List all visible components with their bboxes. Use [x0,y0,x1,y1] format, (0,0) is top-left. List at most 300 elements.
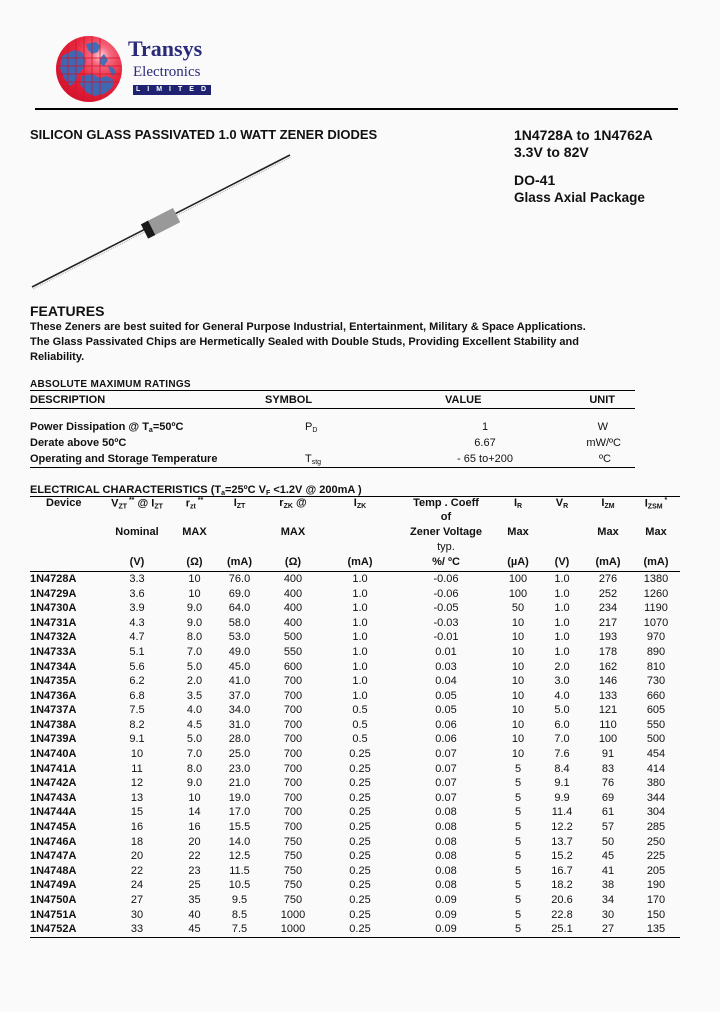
value-cell: 750 [283,864,303,877]
units-row: (V) (Ω) (mA) (Ω) (mA) %/ ºC (µA) (V) (mA) (mA) [30,556,680,572]
value-cell: 400 [283,616,303,629]
col-rzt: $r_{zt}$ ** [172,497,217,511]
value-cell: 25.1 [540,922,584,937]
header-divider [35,108,678,110]
value-cell: 5 [514,894,522,907]
value-cell: 45 [172,922,217,937]
value-cell: 5.0 [554,704,570,717]
col-vr: $V_R$ [540,497,584,511]
value-cell: 1.0 [554,616,570,629]
value-cell: 4.3 [129,616,145,629]
value-cell: 0.25 [349,748,371,761]
value-cell: 225 [646,850,666,863]
value-cell: 1070 [643,616,669,629]
value-cell: 500 [646,733,666,746]
value-cell: 0.07 [435,748,457,761]
col-izt: $I_{ZT}$ [217,497,262,511]
value-cell: 76 [601,777,615,790]
table-row [30,615,680,630]
value-cell: 0.5 [352,718,368,731]
value-cell: 100 [598,733,618,746]
value-cell: 1.0 [554,587,570,600]
device-cell: 1N4728A [30,572,77,585]
value-cell: 10 [188,587,201,600]
device-cell: 1N4742A [30,777,77,790]
value-cell: 5 [514,821,522,834]
value-cell: 0.05 [435,704,457,717]
brand-limited-badge: LIMITED [133,85,211,95]
table-row [30,688,680,703]
value-cell: 10 [511,675,525,688]
value-cell: 700 [283,762,303,775]
value-cell: 0.07 [435,791,457,804]
value-cell: 700 [283,704,303,717]
table-row [30,630,680,645]
col-izm: $I_{ZM}$ [584,497,632,511]
value-cell: 1.0 [352,587,368,600]
value-cell: 700 [283,689,303,702]
value-cell: 5 [514,879,522,892]
col-value: VALUE [415,391,555,409]
value-cell: 7.6 [554,748,570,761]
value-cell: 0.01 [435,645,457,658]
value-cell: 40 [188,908,201,921]
value-cell: 0.09 [435,894,457,907]
value-cell: 18.2 [551,879,573,892]
value-cell: 135 [632,922,680,937]
diode-illustration-icon [20,145,310,290]
value-cell: 100 [508,587,528,600]
value-cell: 20 [130,850,144,863]
value-cell: 0.09 [396,922,496,937]
value-cell: 1.0 [352,645,368,658]
brand-subtitle: Electronics [133,64,201,80]
value-cell: 17.0 [228,806,251,819]
value-cell: 11.5 [229,864,250,877]
package-description: Glass Axial Package [514,190,645,205]
features-line-2: The Glass Passivated Chips are Hermetically Sealed with Double Studs, Providing Excellent Stability and Reliability. [30,336,579,363]
value-cell: 605 [646,704,666,717]
device-cell: 1N4731A [30,616,77,629]
value-cell: 10 [511,748,525,761]
value-cell: 0.08 [435,850,457,863]
value-cell: 10 [511,718,525,731]
value-cell: 31.0 [228,718,251,731]
value-cell: 178 [598,645,618,658]
value-cell: 14.0 [228,835,251,848]
value-cell: 8.0 [186,631,203,644]
value-cell: 15 [130,806,144,819]
value-cell: 16 [130,821,144,834]
value-cell: 5.0 [186,733,203,746]
value-cell: 700 [283,733,303,746]
value-cell: 700 [283,675,303,688]
value-cell: 69 [601,791,615,804]
value-cell: 0.25 [349,821,371,834]
device-cell: 1N4741A [30,762,77,775]
table-row [30,645,680,660]
value-cell: 53.0 [228,631,251,644]
value-cell: 1.0 [352,602,368,615]
value-cell: 700 [283,806,303,819]
value-cell: 27 [584,922,632,937]
device-cell: 1N4730A [30,602,77,615]
value-cell: 0.25 [349,777,371,790]
value-cell: 252 [598,587,618,600]
value-cell: 4.7 [129,631,145,644]
value-cell: 550 [283,645,303,658]
value-cell: 1.0 [554,645,570,658]
value-cell: 69.0 [228,587,251,600]
value-cell: 2.0 [554,660,570,673]
device-cell: 1N4729A [30,587,77,600]
device-cell: 1N4736A [30,689,77,702]
value-cell: 25 [188,879,201,892]
device-cell: 1N4747A [30,850,77,863]
value-cell: -0.06 [433,587,459,600]
package-block [514,172,645,206]
value-cell: 24 [130,879,144,892]
value-cell: 1.0 [554,631,570,644]
value-cell: 344 [646,791,666,804]
device-cell: 1N4739A [30,733,77,746]
value-cell: 50 [601,835,615,848]
value-cell: 4.5 [186,718,203,731]
device-cell: 1N4743A [30,791,77,804]
value-cell: 9.0 [186,602,203,615]
value-cell: 1000 [262,922,324,937]
col-ir: $I_R$ [496,497,540,511]
col-rzk: $r_{ZK}$ @ [262,497,324,511]
value-cell: 61 [601,806,615,819]
value-cell: 45 [601,850,615,863]
value-cell: 1.0 [352,631,368,644]
value-cell: 0.05 [435,689,457,702]
value-cell: 15.2 [551,850,573,863]
value-cell: 0.08 [435,864,457,877]
value-cell: 10 [188,791,201,804]
value-cell: 3.5 [186,689,203,702]
value-cell: 41 [601,864,615,877]
value-cell: 10 [188,572,201,585]
value-cell: 23 [188,864,201,877]
value-cell: 0.08 [435,879,457,892]
value-cell: 9.9 [554,791,570,804]
value-cell: 400 [283,587,303,600]
value-cell: 0.08 [435,806,457,819]
table-row [30,907,680,922]
value-cell: 3.6 [129,587,145,600]
table-row: Power Dissipation @ $T_a=50ºC$ $P_D$ 1 W [30,420,608,434]
value-cell: 5.6 [129,660,145,673]
value-cell: 3.3 [129,572,145,585]
brand-name: Transys [128,36,203,61]
abs-max-table [30,390,635,468]
value-cell: 30 [130,908,144,921]
value-cell: 76.0 [228,572,251,585]
value-cell: 10 [511,660,525,673]
value-cell: 0.25 [349,762,371,775]
value-cell: 23.0 [228,762,251,775]
value-cell: 234 [598,602,618,615]
device-cell: 1N4752A [30,922,102,937]
value-cell: 700 [283,821,303,834]
value-cell: 12.2 [551,821,573,834]
value-cell: 13 [130,791,144,804]
value-cell: 304 [646,806,666,819]
value-cell: 276 [598,572,618,585]
value-cell: 190 [646,879,666,892]
value-cell: 5 [514,908,522,921]
value-cell: 5 [496,922,540,937]
table-row [30,878,680,893]
value-cell: 6.0 [554,718,570,731]
device-cell: 1N4750A [30,894,77,907]
value-cell: 5 [514,835,522,848]
voltage-range: 3.3V to 82V [514,144,589,160]
value-cell: 970 [646,631,666,644]
value-cell: 400 [283,602,303,615]
electrical-table: Device $V_{ZT}$ ** @ $I_{ZT}$ $r_{zt}$ ** $I_{ZT}$ $r_{ZK}$ @ $I_{ZK}$ Temp . Coeff $I_R$ $V_R$ $I_{ZM}$ $I_{ZSM}$ * of Nominal MAX MAX Zener Voltage Max Max Max typ. (V) (Ω) (mA) (Ω) (mA) %/ ºC (µA) (V) (mA) (mA) 1N4728A 3.3 10 76.0 400 1.0 -0.06 100 1.0 276 1380 1N4729A 3.6 10 69.0 400 1.0 -0.06 100 1.0 252 1260 1N4730A 3.9 9.0 64.0 400 1.0 -0.05 50 1.0 234 1190 1N4731A 4.3 9.0 58.0 400 1.0 -0.03 10 1.0 217 1070 1N4732A 4.7 8.0 53.0 500 1.0 -0.01 10 1.0 193 970 1N4733A 5.1 7.0 49.0 550 1.0 0.01 10 1.0 178 890 1N4734A 5.6 5.0 45.0 600 1.0 0.03 10 2.0 162 810 1N4735A 6.2 2.0 41.0 700 1.0 0.04 10 3.0 146 730 1N4736A 6.8 3.5 37.0 700 1.0 0.05 10 4.0 133 660 1N4737A 7.5 4.0 34.0 700 0.5 0.05 10 5.0 121 605 1N4738A 8.2 4.5 31.0 700 0.5 0.06 10 6.0 110 550 1N4739A 9.1 5.0 28.0 700 0.5 0.06 10 7.0 100 500 1N4740A 10 7.0 25.0 700 0.25 0.07 10 7.6 91 454 1N4741A 11 8.0 23.0 700 0.25 0.07 5 8.4 83 414 1N4742A 12 9.0 21.0 700 0.25 0.07 5 9.1 76 380 1N4743A 13 10 19.0 700 0.25 0.07 5 9.9 69 344 1N4744A 15 14 17.0 700 0.25 0.08 5 11.4 61 304 1N4745A 16 16 15.5 700 0.25 0.08 5 12.2 57 285 1N4746A 18 20 14.0 750 0.25 0.08 5 13.7 50 250 1N4747A 20 22 12.5 750 0.25 0.08 5 15.2 45 225 1N4748A 22 23 11.5 750 0.25 0.08 5 16.7 41 205 1N4749A 24 25 10.5 750 0.25 0.08 5 18.2 38 190 1N4750A 27 35 9.5 750 0.25 0.09 5 20.6 34 170 1N4751A 30 40 8.5 1000 0.25 0.09 5 22.8 30 150 1N4752A 33 45 7.5 1000 0.25 0.09 5 25.1 27 135 [30,496,680,938]
value-cell: 11 [131,762,143,775]
value-cell: 750 [283,879,303,892]
value-cell: 6.2 [129,675,145,688]
value-cell: 18 [130,835,144,848]
table-row [30,776,680,791]
value-cell: 730 [646,675,666,688]
value-cell: 20.6 [551,894,573,907]
value-cell: 8.5 [231,908,248,921]
table-row [30,893,680,908]
value-cell: 10.5 [228,879,251,892]
value-cell: 30 [601,908,615,921]
value-cell: 1260 [643,587,669,600]
table-row [30,834,680,849]
device-cell: 1N4746A [30,835,77,848]
value-cell: 550 [646,718,666,731]
value-cell: 2.0 [186,675,203,688]
value-cell: 380 [646,777,666,790]
value-cell: 750 [283,894,303,907]
col-izk: $I_{ZK}$ [324,497,396,511]
value-cell: 700 [283,791,303,804]
col-temp-coeff: Temp . Coeff [396,497,496,511]
value-cell: -0.05 [433,602,459,615]
value-cell: 14 [188,806,201,819]
value-cell: 9.0 [186,777,203,790]
value-cell: 0.25 [349,864,371,877]
col-vzt: $V_{ZT}$ ** @ $I_{ZT}$ [102,497,172,511]
electrical-table-body [30,571,680,937]
value-cell: 400 [283,572,303,585]
value-cell: 28.0 [228,733,251,746]
value-cell: 4.0 [186,704,203,717]
col-description: DESCRIPTION [30,391,265,409]
value-cell: 21.0 [228,777,251,790]
value-cell: 3.9 [129,602,145,615]
table-row: Operating and Storage Temperature $T_{stg}$ - 65 to+200 ºC [30,451,635,468]
value-cell: 217 [598,616,618,629]
value-cell: 1380 [643,572,669,585]
device-cell: 1N4738A [30,718,77,731]
value-cell: 25.0 [228,748,251,761]
device-cell: 1N4745A [30,821,77,834]
value-cell: 5 [514,777,522,790]
col-izsm: $I_{ZSM}$ * [632,497,680,511]
value-cell: 0.06 [435,733,457,746]
value-cell: 110 [599,718,617,731]
value-cell: 38 [601,879,615,892]
value-cell: 34 [601,894,615,907]
device-cell: 1N4749A [30,879,77,892]
value-cell: -0.01 [433,631,459,644]
col-symbol: SYMBOL [265,391,415,409]
value-cell: 9.1 [554,777,570,790]
value-cell: 9.5 [231,894,248,907]
value-cell: 16.7 [551,864,573,877]
device-cell: 1N4744A [30,806,77,819]
value-cell: 0.5 [352,733,368,746]
table-row [30,703,680,718]
value-cell: 5.0 [186,660,203,673]
value-cell: 37.0 [228,689,251,702]
value-cell: 205 [646,864,666,877]
value-cell: 19.0 [228,791,251,804]
value-cell: 0.08 [435,835,457,848]
value-cell: 146 [598,675,618,688]
package-name: DO-41 [514,172,556,188]
document-title: SILICON GLASS PASSIVATED 1.0 WATT ZENER DIODES [30,127,378,142]
value-cell: 0.25 [349,791,371,804]
value-cell: 5 [514,791,522,804]
value-cell: -0.06 [433,572,459,585]
features-text [30,320,620,365]
value-cell: 7.0 [186,645,203,658]
globe-logo-icon [56,36,122,102]
value-cell: 0.03 [435,660,457,673]
value-cell: 10 [511,631,525,644]
value-cell: 0.25 [349,908,371,921]
value-cell: 0.07 [435,762,457,775]
value-cell: 1.0 [352,689,368,702]
value-cell: 7.5 [129,704,145,717]
value-cell: 10 [511,645,525,658]
value-cell: 0.25 [349,894,371,907]
table-row [30,674,680,689]
value-cell: 193 [598,631,618,644]
value-cell: 5.1 [129,645,145,658]
value-cell: 83 [601,762,615,775]
table-row [30,718,680,733]
value-cell: 700 [283,777,303,790]
value-cell: 1190 [644,602,668,615]
value-cell: 50 [511,602,525,615]
part-number-range: 1N4728A to 1N4762A [514,127,653,143]
value-cell: 5 [514,850,522,863]
value-cell: 5 [514,762,522,775]
value-cell: 16 [188,821,201,834]
table-row [30,747,680,762]
device-cell: 1N4734A [30,660,77,673]
value-cell: 64.0 [228,602,251,615]
value-cell: 700 [283,718,303,731]
value-cell: 1.0 [352,616,368,629]
value-cell: 11.4 [551,806,573,819]
value-cell: 8.0 [186,762,203,775]
value-cell: 7.5 [217,922,262,937]
value-cell: 4.0 [554,689,570,702]
device-cell: 1N4735A [30,675,77,688]
value-cell: 7.0 [186,748,203,761]
value-cell: 41.0 [228,675,251,688]
value-cell: 34.0 [228,704,251,717]
device-cell: 1N4732A [30,631,77,644]
value-cell: 10 [130,748,144,761]
value-cell: 12 [130,777,144,790]
value-cell: 133 [598,689,618,702]
table-row [30,586,680,601]
value-cell: 0.08 [435,821,457,834]
value-cell: 9.1 [129,733,145,746]
value-cell: 13.7 [551,835,573,848]
abs-max-heading: ABSOLUTE MAXIMUM RATINGS [30,379,191,390]
table-row [30,659,680,674]
globe-map-icon [56,36,122,102]
value-cell: 0.04 [435,675,457,688]
value-cell: 7.0 [554,733,570,746]
value-cell: 9.0 [186,616,203,629]
value-cell: 10 [511,616,525,629]
value-cell: 33 [102,922,172,937]
value-cell: 0.25 [349,879,371,892]
value-cell: 0.09 [435,908,457,921]
value-cell: 100 [508,572,528,585]
value-cell: 170 [646,894,666,907]
col-unit: UNIT [555,391,635,409]
value-cell: 45.0 [228,660,251,673]
value-cell: 414 [646,762,666,775]
value-cell: 27 [130,894,144,907]
table-row [30,864,680,879]
table-row [30,805,680,820]
value-cell: 49.0 [228,645,251,658]
table-row [30,820,680,835]
value-cell: 285 [646,821,666,834]
device-cell: 1N4737A [30,704,77,717]
value-cell: 0.25 [349,850,371,863]
table-row [30,761,680,776]
value-cell: 10 [511,689,525,702]
value-cell: 57 [601,821,615,834]
col-device: Device [30,497,102,511]
value-cell: 20 [188,835,201,848]
device-cell: 1N4751A [30,908,77,921]
value-cell: 250 [646,835,666,848]
value-cell: -0.03 [433,616,459,629]
part-range-block [514,127,653,161]
value-cell: 91 [601,748,615,761]
value-cell: 1000 [280,908,306,921]
value-cell: 454 [646,748,666,761]
value-cell: 0.07 [435,777,457,790]
electrical-heading: ELECTRICAL CHARACTERISTICS ($T_a=25ºC$ $V_F <1.2V$ @ 200mA ) [30,484,362,497]
value-cell: 6.8 [129,689,145,702]
value-cell: 22 [130,864,144,877]
value-cell: 8.4 [554,762,570,775]
value-cell: 1.0 [352,675,368,688]
device-cell: 1N4740A [30,748,77,761]
table-row [30,732,680,747]
